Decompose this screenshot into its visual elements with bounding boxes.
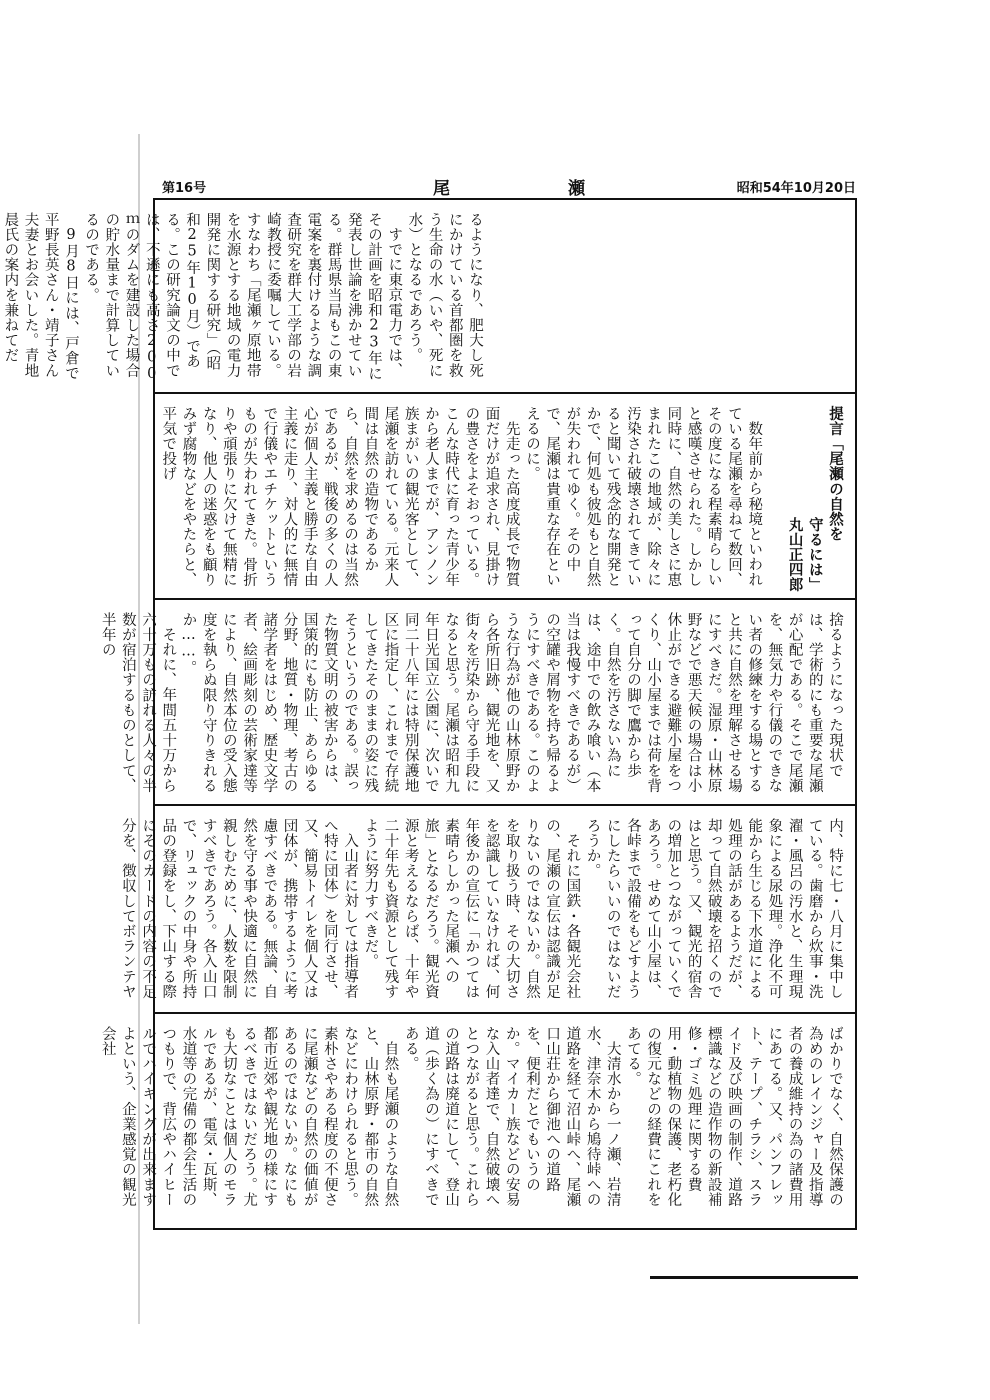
page-header (158, 174, 860, 198)
paragraph: 9月8日には、戸倉で平野長英さん・靖子さん夫妻とお会いした。青地晨氏の案内を兼ねてだ (2, 212, 79, 381)
tier-1 (2, 200, 855, 394)
paragraph: それに、年間五十万から六十万もの訪れる人々の半数が宿泊するものとして、半年の (99, 612, 177, 794)
article-frame (2, 198, 857, 1230)
paragraph: 大清水から一ノ瀬、岩清水、津奈木から鳩待峠への道路を経て沼山峠へ、尾瀬口山荘から御池への道路を、便利だとでもいうのか。マイカー族などの安易な入山者達で、自然破壊へとつながると思う。これらの道路は廃道にして、登山道（歩く為の）にすべきである。 (402, 1026, 621, 1208)
paragraph: ばかりでなく、自然保護の為めのレインジャー及指導者の養成維持の為の諸費用にあてる。又、パンフレット、テープ、チラシ、スライド及び映画の制作、道路標識などの造作物の新設補修・ゴミ処理に関する費用・動植物の保護、老朽化の復元などの経費にこれをあてる。 (624, 1026, 843, 1208)
paragraph: 入山者に対しては指導者へ特に団体）を同行させ、又、簡易トイレを個人又は団体が、携帯するように考慮すべきである。無論、自然を守る事や快適に自然に親しむために、人数を限制すべきであろう。各入山口で、リュックの中身や所持品の登録をし、下山する際にそのカードの内容の不足分を、徴収してボランテヤ (119, 818, 359, 1000)
tier-4 (119, 806, 855, 1014)
paragraph: 内、特に七・八月に集中している。歯磨から炊事・洗濯・風呂の汚水と、生理現象による尿処理。浄化不可能から生じる下水道による処理の話があるようだが、却って自然破壊を招くのではと思う。又、観光的宿舎の増加とつながっていくであろう。せめて山小屋は、各峠まで設備をもどすようにしたらいいのではないだろうか。 (584, 818, 843, 1000)
bottom-rule (650, 1276, 858, 1279)
tier-5 (99, 1014, 855, 1228)
article-headline-cont: 守るには」 (806, 516, 824, 592)
tier-1-text (2, 212, 485, 384)
paragraph: すでに東京電力では、その計画を昭和23年に発表し世論を沸かせている。群馬県当局もこの東電案を裏付けるような調査研究を群大工学部の岩崎教授に委嘱している。すなわち「尾瀬ヶ原地帯を水源とする地域の電力開発に関する研究」（昭和25年10月）である。この研究論文の中では、不遜にも高さ200ｍのダムを建設した場合の貯水量まで計算しているのである。 (83, 212, 403, 383)
issue-number: 第16号 (162, 181, 207, 196)
paragraph: 自然も尾瀬のような自然と、山林原野・都市の自然などにわけられると思う。素朴さやある程度の不便さに尾瀬などの自然の価値があるのではないか。なにも都市近郊や観光地の様にするべきではないだろう。尤も大切なことは個人のモラルであるが、電気・瓦斯、水道等の完備の都会生活のつもりで、背広やハイヒールでハイキングが出来ますよという、企業感覚の観光会社 (99, 1026, 399, 1208)
tier-5-text (99, 1026, 845, 1218)
paragraph: 数年前から秘境といわれている尾瀬を尋ねて数回、その度になる程素晴らしいと感嘆させられた。しかし同時に、自然の美しさに恵まれたこの地域が、除々に汚染され破壊されてきていると聞いて残念的な開発とかで、何処も彼処もと自然が失われてゆく。その中で、尾瀬は貴重な存在といえるのに。 (523, 406, 763, 588)
tier-2 (155, 394, 855, 600)
article-headline: 提言「尾瀬の自然を (827, 406, 844, 542)
newsletter-title: 尾 瀬 (433, 179, 641, 199)
article-author: 丸山正四郎 (786, 516, 804, 592)
tier-2-text (160, 406, 845, 592)
paragraph: それに国鉄・各観光会社の、尾瀬の宣伝は認識が足りないのではないか。自然を取り扱う時、その大切さを認識していなければ、何年後かの宣伝に「かつては素晴らしかった尾瀬への旅」となるだろう。観光資源と考えるならば、十年や二十年先も資源として残すように努力すべきだ。 (362, 818, 581, 1000)
paragraph: るようになり、肥大し死にかけている首都圏を救う生命の水（いや、死に水）となるであろう。 (406, 212, 483, 379)
tier-3 (99, 600, 855, 806)
tier-4-text (119, 818, 845, 1004)
paragraph: 先走った高度成長で物質面だけが追求され、見掛けの豊さをよそおっている。こんな時代に育った青少年から老人までが、アンノン族まがいの観光客として、尾瀬を訪れている。元来人間は自然の造物であるから、自然を求めるのは当然であるが、戦後の多くの人心が個人主義と勝手な自由主義に走り、対人的に無情で行儀やエチケットというものが失われてきた。骨折りや頑張りに欠けて無精になり、他人の迷惑をも顧りみず腐物などをやたらと、平気で投げ (160, 406, 520, 588)
issue-date: 昭和54年10月20日 (736, 181, 856, 196)
paragraph: 捨るようになった現状では、学術的にも重要な尾瀬が心配である。そこで尾瀬を、無気力や行儀のできない者の修練をする場とすると共に自然を理解させる場にすべきだ。湿原・山林原野などで悪天候の場合は小休止ができる避難小屋をつくり、山小屋までは荷を背って自分の脚で鷹から歩く。自然を汚さない為には、途中での飲み喰い（本当は我慢すべきであるが）の空罐や屑物を持ち帰るようにすべきである。このような行為が他の山林原野から各所旧跡、観光地を、又街々を汚染から守る手段になると思う。尾瀬は昭和九年日光国立公園に、次いで同二十八年には特別保護地区に指定し、これまで存続してきたそのままの姿に残そうというのである。誤った物質文明の被害からは、国策的にも防止、あらゆる分野、地質・物理、考古の諸学者をはじめ、歴史文学者、絵画彫刻の芸術家達等により、自然本位の受入態度を執らぬ限り守りきれるか……。 (180, 612, 843, 794)
tier-3-text (99, 612, 845, 798)
